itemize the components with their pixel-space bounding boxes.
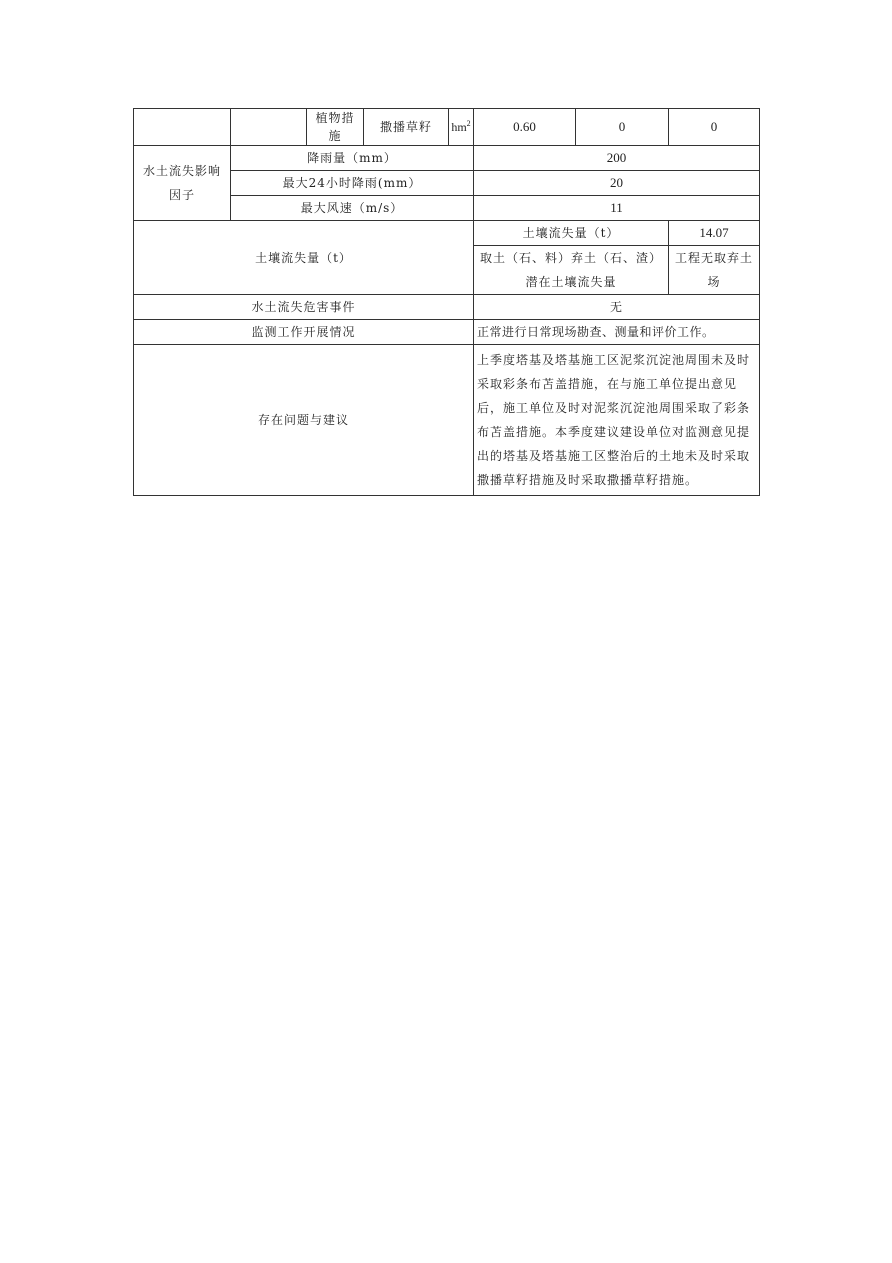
- value-cell-1: 0.60: [474, 109, 576, 146]
- table-row-monitoring: [134, 320, 760, 345]
- max24-value: 20: [474, 171, 760, 196]
- unit-exponent: 2: [466, 119, 471, 128]
- value-cell-2: 0: [576, 109, 669, 146]
- table-row-rainfall: [134, 146, 760, 171]
- hazard-label: 水土流失危害事件: [134, 295, 474, 320]
- hazard-value: 无: [474, 295, 760, 320]
- borrow-value: 工程无取弃土场: [669, 246, 760, 295]
- blank-cell: [231, 109, 307, 146]
- soil-loss-sub-label: 土壤流失量（t）: [474, 221, 669, 246]
- unit-cell: [449, 109, 474, 146]
- rainfall-label: 降雨量（mm）: [231, 146, 474, 171]
- unit-base: hm: [451, 120, 467, 134]
- value-cell-3: 0: [669, 109, 760, 146]
- borrow-label: 取土（石、料）弃土（石、渣）潜在土壤流失量: [474, 246, 669, 295]
- measure-type-cell: 植物措施: [307, 109, 364, 146]
- issues-value: 上季度塔基及塔基施工区泥浆沉淀池周围未及时采取彩条布苫盖措施，在与施工单位提出意见后，施工单位及时对泥浆沉淀池周围采取了彩条布苫盖措施。本季度建议建设单位对监测意见提出的塔基及塔基施工区整治后的土地未及时采取撒播草籽措施及时采取撒播草籽措施。: [474, 345, 760, 496]
- max24-label: 最大24小时降雨(mm）: [231, 171, 474, 196]
- issues-label: 存在问题与建议: [134, 345, 474, 496]
- table-row-issues: [134, 345, 760, 496]
- factor-group-label: 水土流失影响因子: [134, 146, 231, 221]
- rainfall-value: 200: [474, 146, 760, 171]
- wind-label: 最大风速（m/s）: [231, 196, 474, 221]
- monitoring-value: 正常进行日常现场勘查、测量和评价工作。: [474, 320, 760, 345]
- table-row-soil-loss: [134, 221, 760, 246]
- measure-name-cell: 撒播草籽: [364, 109, 449, 146]
- soil-loss-value: 14.07: [669, 221, 760, 246]
- table-row-plant-measure: [134, 109, 760, 146]
- wind-value: 11: [474, 196, 760, 221]
- blank-cell: [134, 109, 231, 146]
- monitoring-report-table: [133, 108, 760, 496]
- monitoring-label: 监测工作开展情况: [134, 320, 474, 345]
- table-row-hazard: [134, 295, 760, 320]
- soil-loss-label: 土壤流失量（t）: [134, 221, 474, 295]
